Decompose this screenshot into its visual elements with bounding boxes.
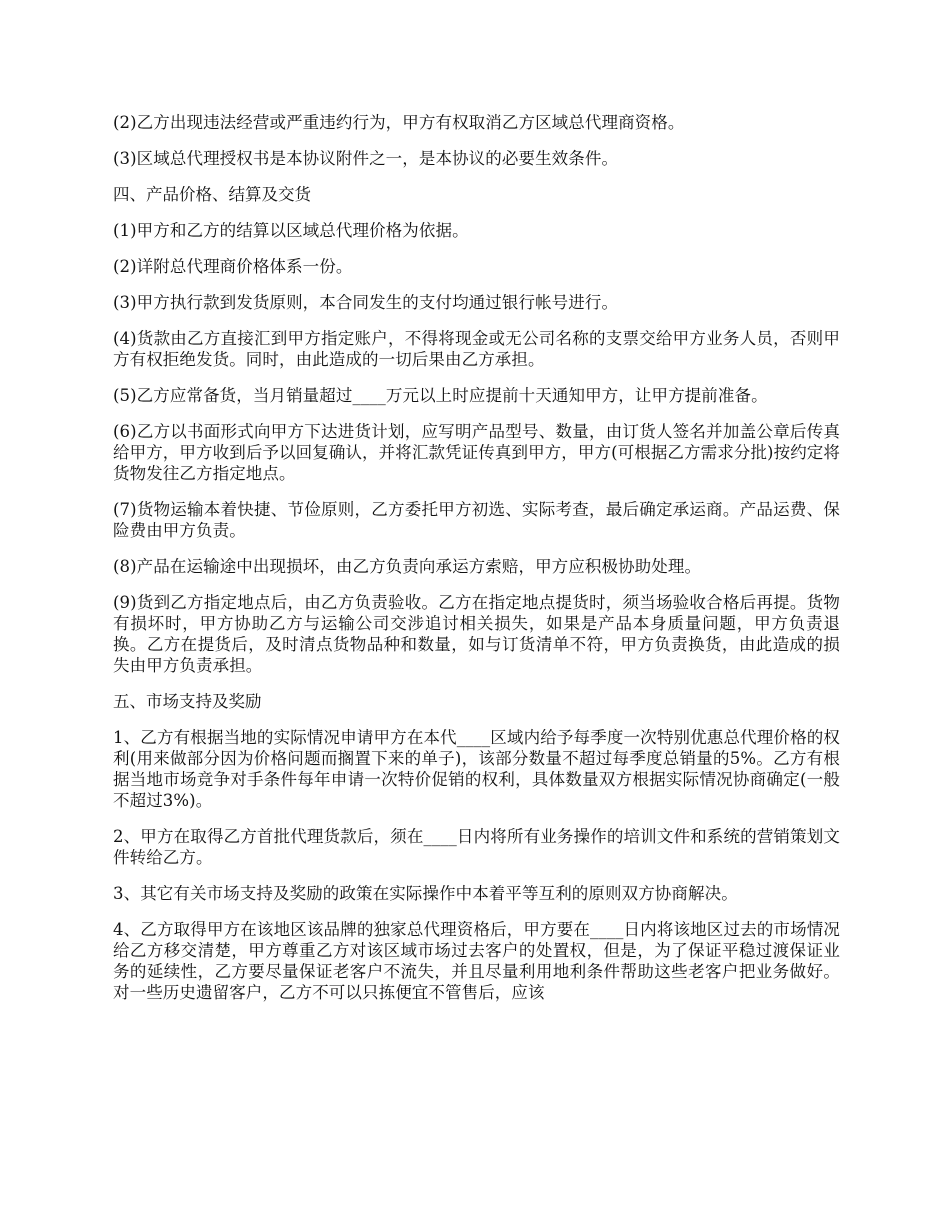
paragraph: 2、甲方在取得乙方首批代理货款后，须在____日内将所有业务操作的培训文件和系统的营销策划文件转给乙方。 [113, 827, 840, 867]
paragraph: (1)甲方和乙方的结算以区域总代理价格为依据。 [113, 221, 469, 240]
paragraph: (7)货物运输本着快捷、节俭原则，乙方委托甲方初选、实际考查，最后确定承运商。产品运费、保险费由甲方负责。 [113, 500, 840, 540]
paragraph: 4、乙方取得甲方在该地区该品牌的独家总代理资格后，甲方要在____日内将该地区过去的市场情况给乙方移交清楚，甲方尊重乙方对该区域市场过去客户的处置权，但是，为了保证平稳过渡保证业务的延续性，乙方要尽量保证老客户不流失，并且尽量利用地利条件帮助这些老客户把业务做好。对一些历史遗留客户，乙方不可以只拣便宜不管售后，应该 [113, 920, 840, 1002]
paragraph: (4)货款由乙方直接汇到甲方指定账户，不得将现金或无公司名称的支票交给甲方业务人员，否则甲方有权拒绝发货。同时，由此造成的一切后果由乙方承担。 [113, 329, 840, 369]
paragraph: (3)区域总代理授权书是本协议附件之一，是本协议的必要生效条件。 [113, 149, 619, 168]
section-heading: 四、产品价格、结算及交货 [113, 185, 311, 204]
paragraph: (9)货到乙方指定地点后，由乙方负责验收。乙方在指定地点提货时，须当场验收合格后再提。货物有损坏时，甲方协助乙方与运输公司交涉追讨相关损失，如果是产品本身质量问题，甲方负责退换。乙方在提货后，及时清点货物品种和数量，如与订货清单不符，甲方负责换货，由此造成的损失由甲方负责承担。 [113, 593, 840, 675]
paragraph: 1、乙方有根据当地的实际情况申请甲方在本代____区域内给予每季度一次特别优惠总代理价格的权利(用来做部分因为价格问题而搁置下来的单子)，该部分数量不超过每季度总销量的5%。乙方有根据当地市场竞争对手条件每年申请一次特价促销的权利，具体数量双方根据实际情况协商确定(一般不超过3%)。 [113, 728, 840, 810]
paragraph: (8)产品在运输途中出现损坏，由乙方负责向承运方索赔，甲方应积极协助处理。 [113, 557, 702, 576]
paragraph: (6)乙方以书面形式向甲方下达进货计划，应写明产品型号、数量，由订货人签名并加盖公章后传真给甲方，甲方收到后予以回复确认，并将汇款凭证传真到甲方，甲方(可根据乙方需求分批)按约定将货物发往乙方指定地点。 [113, 422, 840, 483]
paragraph: (5)乙方应常备货，当月销量超过____万元以上时应提前十天通知甲方，让甲方提前准备。 [113, 386, 768, 405]
paragraph: (2)详附总代理商价格体系一份。 [113, 257, 353, 276]
paragraph: 3、其它有关市场支持及奖励的政策在实际操作中本着平等互利的原则双方协商解决。 [113, 884, 738, 903]
section-heading: 五、市场支持及奖励 [113, 692, 262, 711]
document-page [113, 112, 840, 1018]
paragraph: (3)甲方执行款到发货原则，本合同发生的支付均通过银行帐号进行。 [113, 293, 619, 312]
paragraph: (2)乙方出现违法经营或严重违约行为，甲方有权取消乙方区域总代理商资格。 [113, 113, 685, 132]
